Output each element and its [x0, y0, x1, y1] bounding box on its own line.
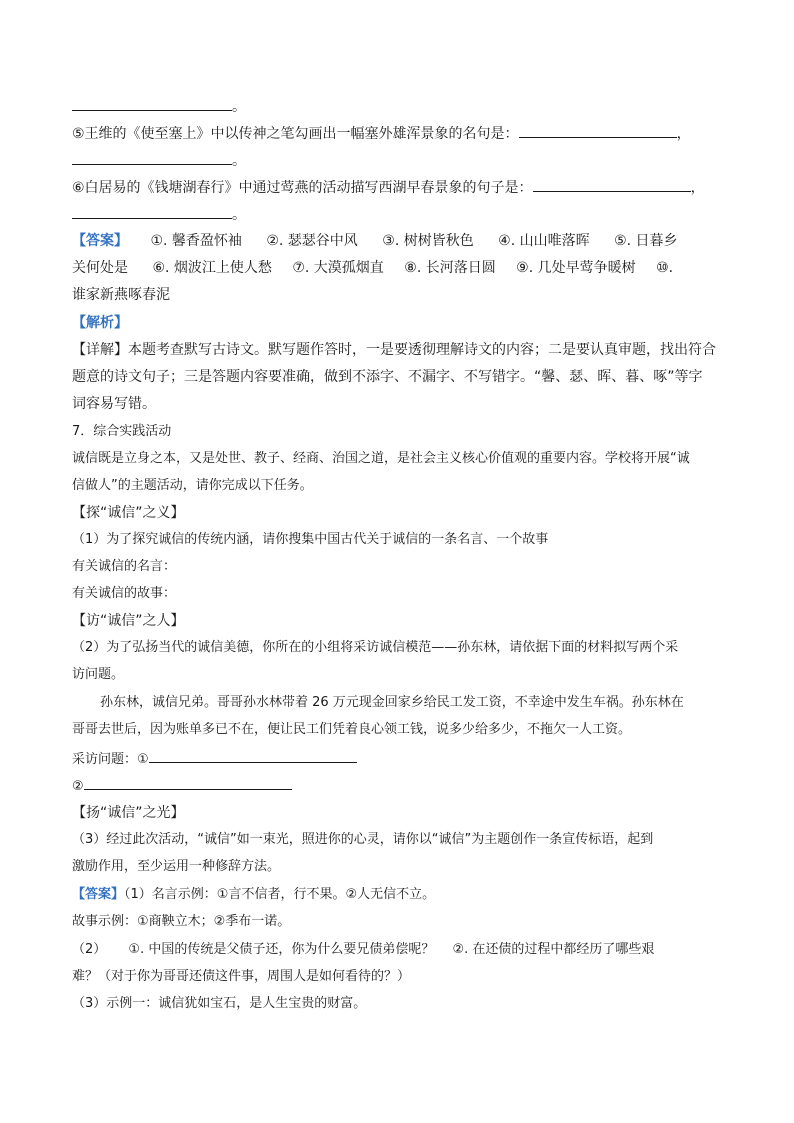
- interview-question-2: ②: [72, 775, 292, 797]
- analysis-tag: 【解析】: [72, 315, 128, 331]
- analysis-line: 【详解】本题考查默写古诗文。默写题作答时，一是要透彻理解诗文的内容；二是要认真审题，找出符合: [72, 342, 716, 358]
- q7-sub-question-3: 激励作用，至少运用一种修辞方法。: [72, 859, 281, 874]
- section-heading: 【扬“诚信”之光】: [72, 805, 185, 821]
- answer-blank[interactable]: [149, 748, 357, 763]
- q7-intro: 信做人”的主题活动，请你完成以下任务。: [72, 478, 313, 493]
- answer-blank[interactable]: [519, 123, 677, 138]
- answer-block-2-line: 难？（对于你为哥哥还债这件事，周围人是如何看待的？）: [72, 969, 411, 984]
- question-6-line2: 。: [72, 204, 246, 225]
- answer-tag: 【答案】: [72, 233, 128, 249]
- section-heading: 【探“诚信”之义】: [72, 505, 185, 521]
- interview-question-1: 采访问题：①: [72, 748, 357, 770]
- q7-intro: 诚信既是立身之本，又是处世、教子、经商、治国之道，是社会主义核心价值观的重要内容。学校将开展“诚: [72, 451, 690, 466]
- q7-sub-question-1: （1）为了探究诚信的传统内涵，请你搜集中国古代关于诚信的一条名言、一个故事: [72, 532, 549, 547]
- material-paragraph: 孙东林，诚信兄弟。哥哥孙水林带着 26 万元现金回家乡给民工发工资，不幸途中发生车祸。孙东林在: [100, 695, 684, 710]
- answer-blank[interactable]: [84, 775, 292, 790]
- analysis-line: 词容易写错。: [72, 396, 156, 412]
- answer-block-2-line: （2） ①. 中国的传统是父债子还，你为什么要兄债弟偿呢？ ②. 在还债的过程中都经历了哪些艰: [72, 942, 655, 957]
- answer-block-1: 【答案】 ①. 馨香盈怀袖 ②. 瑟瑟谷中风 ③. 树树皆秋色 ④. 山山唯落晖 ⑤. 日暮乡: [72, 233, 678, 249]
- material-paragraph: 哥哥去世后，因为账单多已不在，便让民工们凭着良心领工钱，说多少给多少，不拖欠一人工资。: [72, 722, 632, 737]
- question-5: ⑤王维的《使至塞上》中以传神之笔勾画出一幅塞外雄浑景象的名句是： ，: [72, 123, 691, 144]
- q-blank-line: 。: [72, 96, 246, 117]
- question-6: ⑥白居易的《钱塘湖春行》中通过莺燕的活动描写西湖早春景象的句子是： ，: [72, 177, 705, 198]
- answer-block-1-line3: 谁家新燕啄春泥: [72, 287, 170, 303]
- q7-answer-prompt: 有关诚信的名言：: [72, 559, 177, 574]
- answer-blank[interactable]: [533, 177, 691, 192]
- answer-block-1-line2: 关何处是 ⑥. 烟波江上使人愁 ⑦. 大漠孤烟直 ⑧. 长河落日圆 ⑨. 几处早莺争暖树 ⑩.: [72, 260, 674, 276]
- q7-sub-question-2: 访问题。: [72, 667, 125, 682]
- question-5-line2: 。: [72, 150, 246, 171]
- q7-sub-question-2: （2）为了弘扬当代的诚信美德，你所在的小组将采访诚信模范——孙东林，请依据下面的材料拟写两个采: [72, 640, 679, 655]
- answer-blank[interactable]: [72, 204, 232, 219]
- answer-tag: 【答案】: [72, 887, 125, 902]
- answer-blank[interactable]: [72, 96, 232, 111]
- section-heading: 【访“诚信”之人】: [72, 613, 185, 629]
- answer-block-2: 【答案】（1）名言示例：①言不信者，行不果。②人无信不立。: [72, 887, 436, 902]
- answer-block-2-line: （3）示例一：诚信犹如宝石，是人生宝贵的财富。: [72, 996, 367, 1011]
- analysis-line: 题意的诗文句子；三是答题内容要准确，做到不添字、不漏字、不写错字。“馨、瑟、晖、暮、啄”等字: [72, 369, 703, 385]
- answer-blank[interactable]: [72, 150, 232, 165]
- question-7-title: 7．综合实践活动: [72, 424, 172, 439]
- q7-sub-question-3: （3）经过此次活动，“诚信”如一束光，照进你的心灵，请你以“诚信”为主题创作一条宣传标语，起到: [72, 832, 654, 847]
- answer-block-2-line: 故事示例：①商鞅立木；②季布一诺。: [72, 914, 291, 929]
- q7-answer-prompt: 有关诚信的故事：: [72, 586, 177, 601]
